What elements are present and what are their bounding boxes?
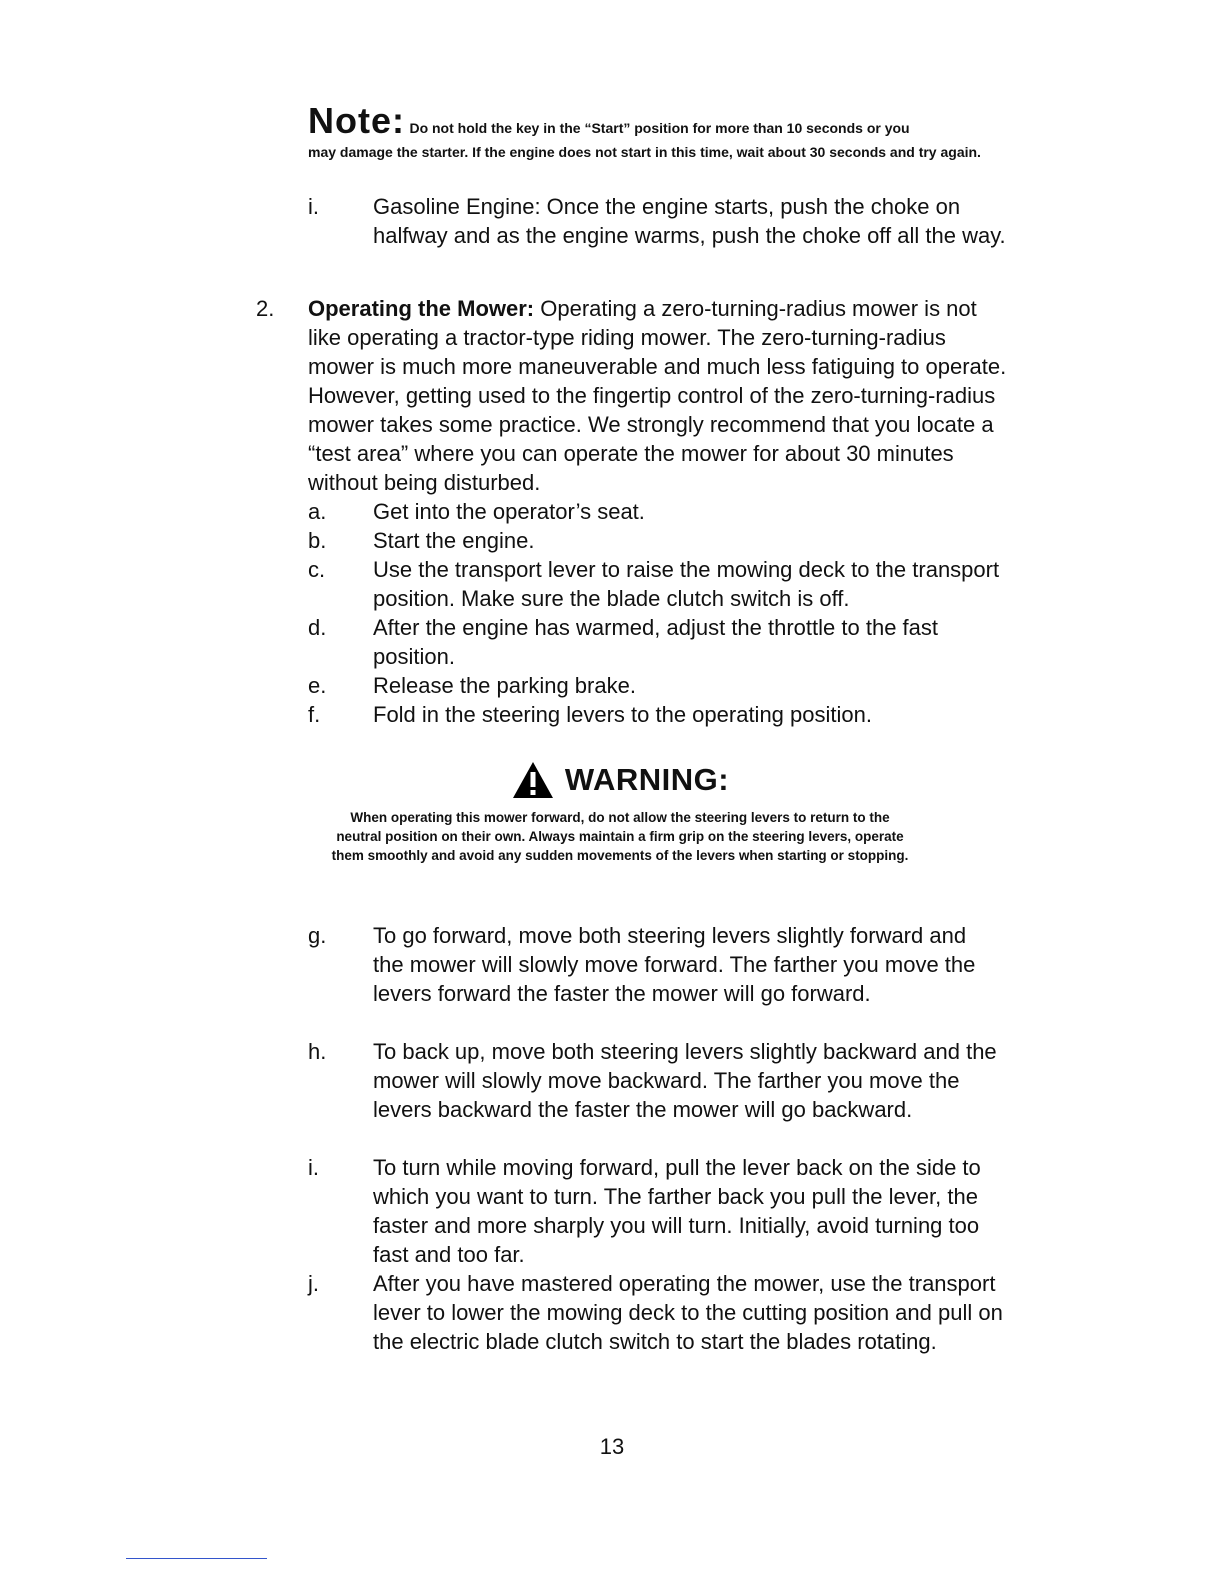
step-text: After you have mastered operating the mower, use the transport lever to lower the mowing deck to the cutting position and pull on the electric blade clutch switch to start the blades rotating. [373,1271,1003,1354]
warning-title: WARNING: [564,762,730,797]
step-text: To go forward, move both steering levers slightly forward and the mower will slowly move forward. The farther you move the levers forward the faster the mower will go forward. [373,923,976,1006]
step-text: Release the parking brake. [373,673,636,698]
section-number: 2. [256,296,275,321]
section-heading: Operating the Mower: [308,296,535,321]
step-marker: b. [308,528,327,553]
step-marker: a. [308,499,327,524]
step-text: Start the engine. [373,528,535,553]
step-text: After the engine has warmed, adjust the throttle to the fast position. [373,615,938,669]
step-text: Get into the operator’s seat. [373,499,645,524]
step-text: To back up, move both steering levers slightly backward and the mower will slowly move backward. The farther you move the levers backward the faster the mower will go backward. [373,1039,997,1122]
step-marker: e. [308,673,327,698]
step-text: Fold in the steering levers to the operating position. [373,702,872,727]
step-text: To turn while moving forward, pull the lever back on the side to which you want to turn. The farther back you pull the lever, the faster and more sharply you will turn. Initially, avoid turning too fast and too far. [373,1155,981,1267]
footer-rule [126,1558,267,1559]
step-marker: c. [308,557,326,582]
section-body: Operating a zero-turning-radius mower is not like operating a tractor-type riding mower. The zero-turning-radius mower is much more maneuverable and much less fatiguing to operate. However, getting used to the fingertip control of the zero-turning-radius mower takes some practice. We strongly recommend that you locate a “test area” where you can operate the mower for about 30 minutes without being disturbed. [308,296,1007,495]
page-number: 13 [599,1434,625,1459]
note-block [308,100,1008,162]
note-first-line: Do not hold the key in the “Start” position for more than 10 seconds or you [409,120,910,136]
item-text: Gasoline Engine: Once the engine starts, push the choke on halfway and as the engine warms, push the choke off all the way. [373,194,1006,248]
step-marker: g. [308,923,327,948]
note-text: may damage the starter. If the engine does not start in this time, wait about 30 seconds and try again. [308,144,981,160]
step-marker: h. [308,1039,327,1064]
section-paragraph [308,294,1008,497]
item-marker: i. [308,194,319,219]
warning-block [330,760,910,865]
warning-text: When operating this mower forward, do not allow the steering levers to return to the neutral position on their own. Always maintain a firm grip on the steering levers, operate them smoothly and avoid any sudden movements of the levers when starting or stopping. [331,810,909,863]
step-marker: d. [308,615,327,640]
note-label: Note: [308,100,405,141]
step-marker: i. [308,1155,319,1180]
step-marker: j. [308,1271,319,1296]
warning-triangle-icon [511,760,555,800]
step-marker: f. [308,702,321,727]
step-text: Use the transport lever to raise the mowing deck to the transport position. Make sure the blade clutch switch is off. [373,557,1000,611]
